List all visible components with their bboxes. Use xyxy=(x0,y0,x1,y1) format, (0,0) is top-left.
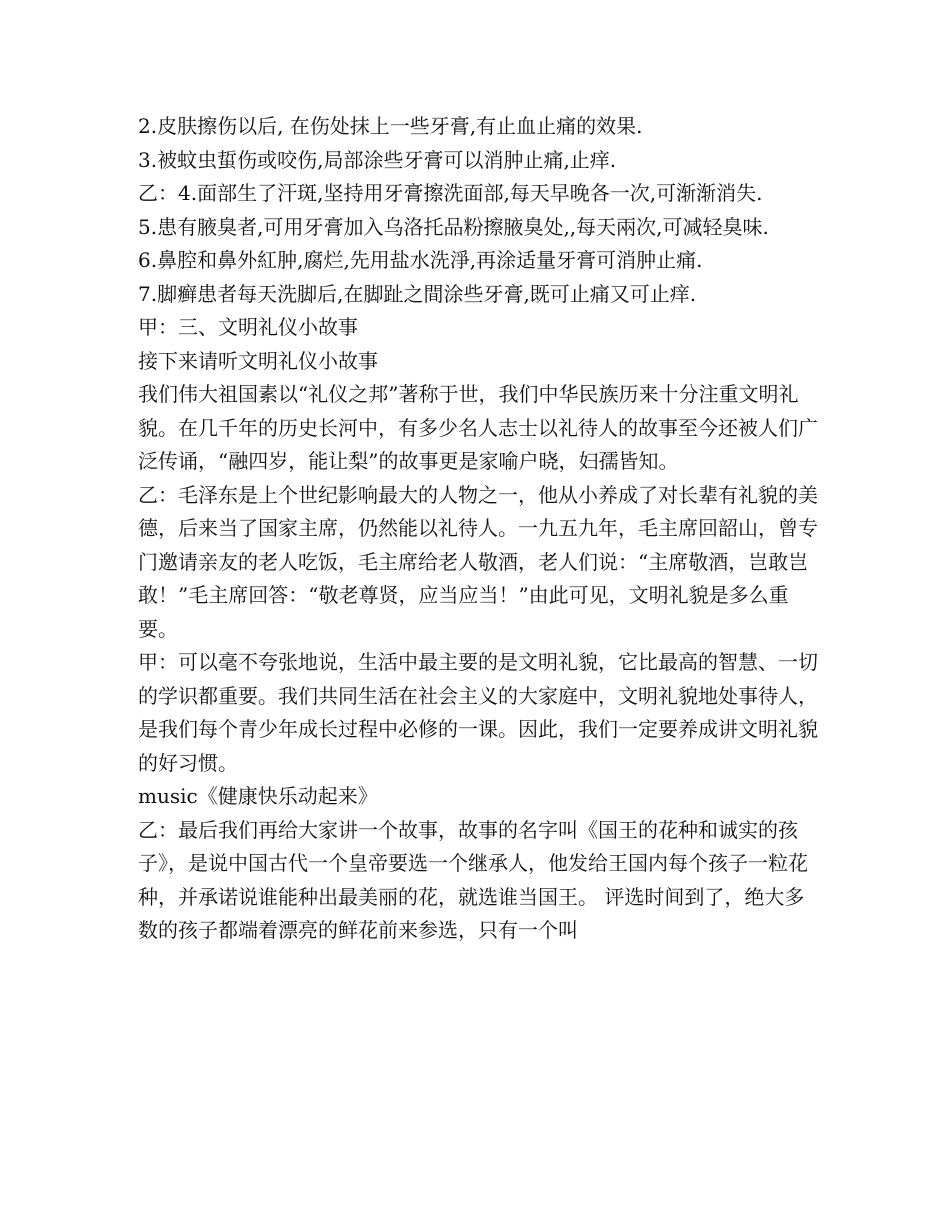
section-heading-etiquette-story: 甲：三、文明礼仪小故事 xyxy=(138,315,358,339)
paragraph-music: music《健康快乐动起来》 xyxy=(138,784,378,808)
paragraph-king-story: 乙：最后我们再给大家讲一个故事，故事的名字叫《国王的花种和诚实的孩子》，是说中国古代一个皇帝要选一个继承人，他发给王国内每个孩子一粒花种，并承诺说谁能种出最美丽的花，就选谁当国王。 评选时间到了，绝大多数的孩子都端着漂亮的鲜花前来参选，只有一个叫 xyxy=(138,817,808,942)
paragraph-toothpaste-2: 2.皮肤擦伤以后, 在伤处抹上一些牙膏,有止血止痛的效果. xyxy=(138,114,643,138)
paragraph-toothpaste-4: 乙：4.面部生了汗斑,坚持用牙膏擦洗面部,每天早晚各一次,可渐渐消失. xyxy=(138,181,763,205)
paragraph-toothpaste-5: 5.患有腋臭者,可用牙膏加入乌洛托品粉擦腋臭处,,每天兩次,可减轻臭味. xyxy=(138,214,769,239)
paragraph-mao-story: 乙：毛泽东是上个世纪影响最大的人物之一，他从小养成了对长辈有礼貌的美德，后来当了国家主席，仍然能以礼待人。一九五九年，毛主席回韶山，曾专门邀请亲友的老人吃饭，毛主席给老人敬酒，老人们说：“主席敬酒，岂敢岂敢！”毛主席回答：“敬老尊贤，应当应当！”由此可见，文明礼貌是多么重要。 xyxy=(138,482,818,641)
document-body xyxy=(138,110,818,948)
paragraph-toothpaste-7: 7.脚癣患者每天洗脚后,在脚趾之間涂些牙膏,既可止痛又可止痒. xyxy=(138,281,697,306)
paragraph-etiquette-nation: 我们伟大祖国素以“礼仪之邦”著称于世，我们中华民族历来十分注重文明礼 xyxy=(138,382,799,406)
paragraph-toothpaste-6: 6.鼻腔和鼻外紅肿,腐烂,先用盐水洗淨,再涂适量牙膏可消肿止痛. xyxy=(138,248,703,272)
paragraph-intro-story: 接下来请听文明礼仪小故事 xyxy=(138,348,378,373)
paragraph-toothpaste-3: 3.被蚊虫蜇伤或咬伤,局部涂些牙膏可以消肿止痛,止痒. xyxy=(138,147,617,172)
paragraph-importance: 甲：可以毫不夸张地说，生活中最主要的是文明礼貌，它比最高的智慧、一切的学识都重要。我们共同生活在社会主义的大家庭中，文明礼貌地处事待人，是我们每个青少年成长过程中必修的一课。因此，我们一定要养成讲文明礼貌的好习惯。 xyxy=(138,650,818,775)
paragraph-history: 貌。在几千年的历史长河中，有多少名人志士以礼待人的故事至今还被人们广泛传诵，“融四岁，能让梨”的故事更是家喻户晓，妇孺皆知。 xyxy=(138,415,818,473)
